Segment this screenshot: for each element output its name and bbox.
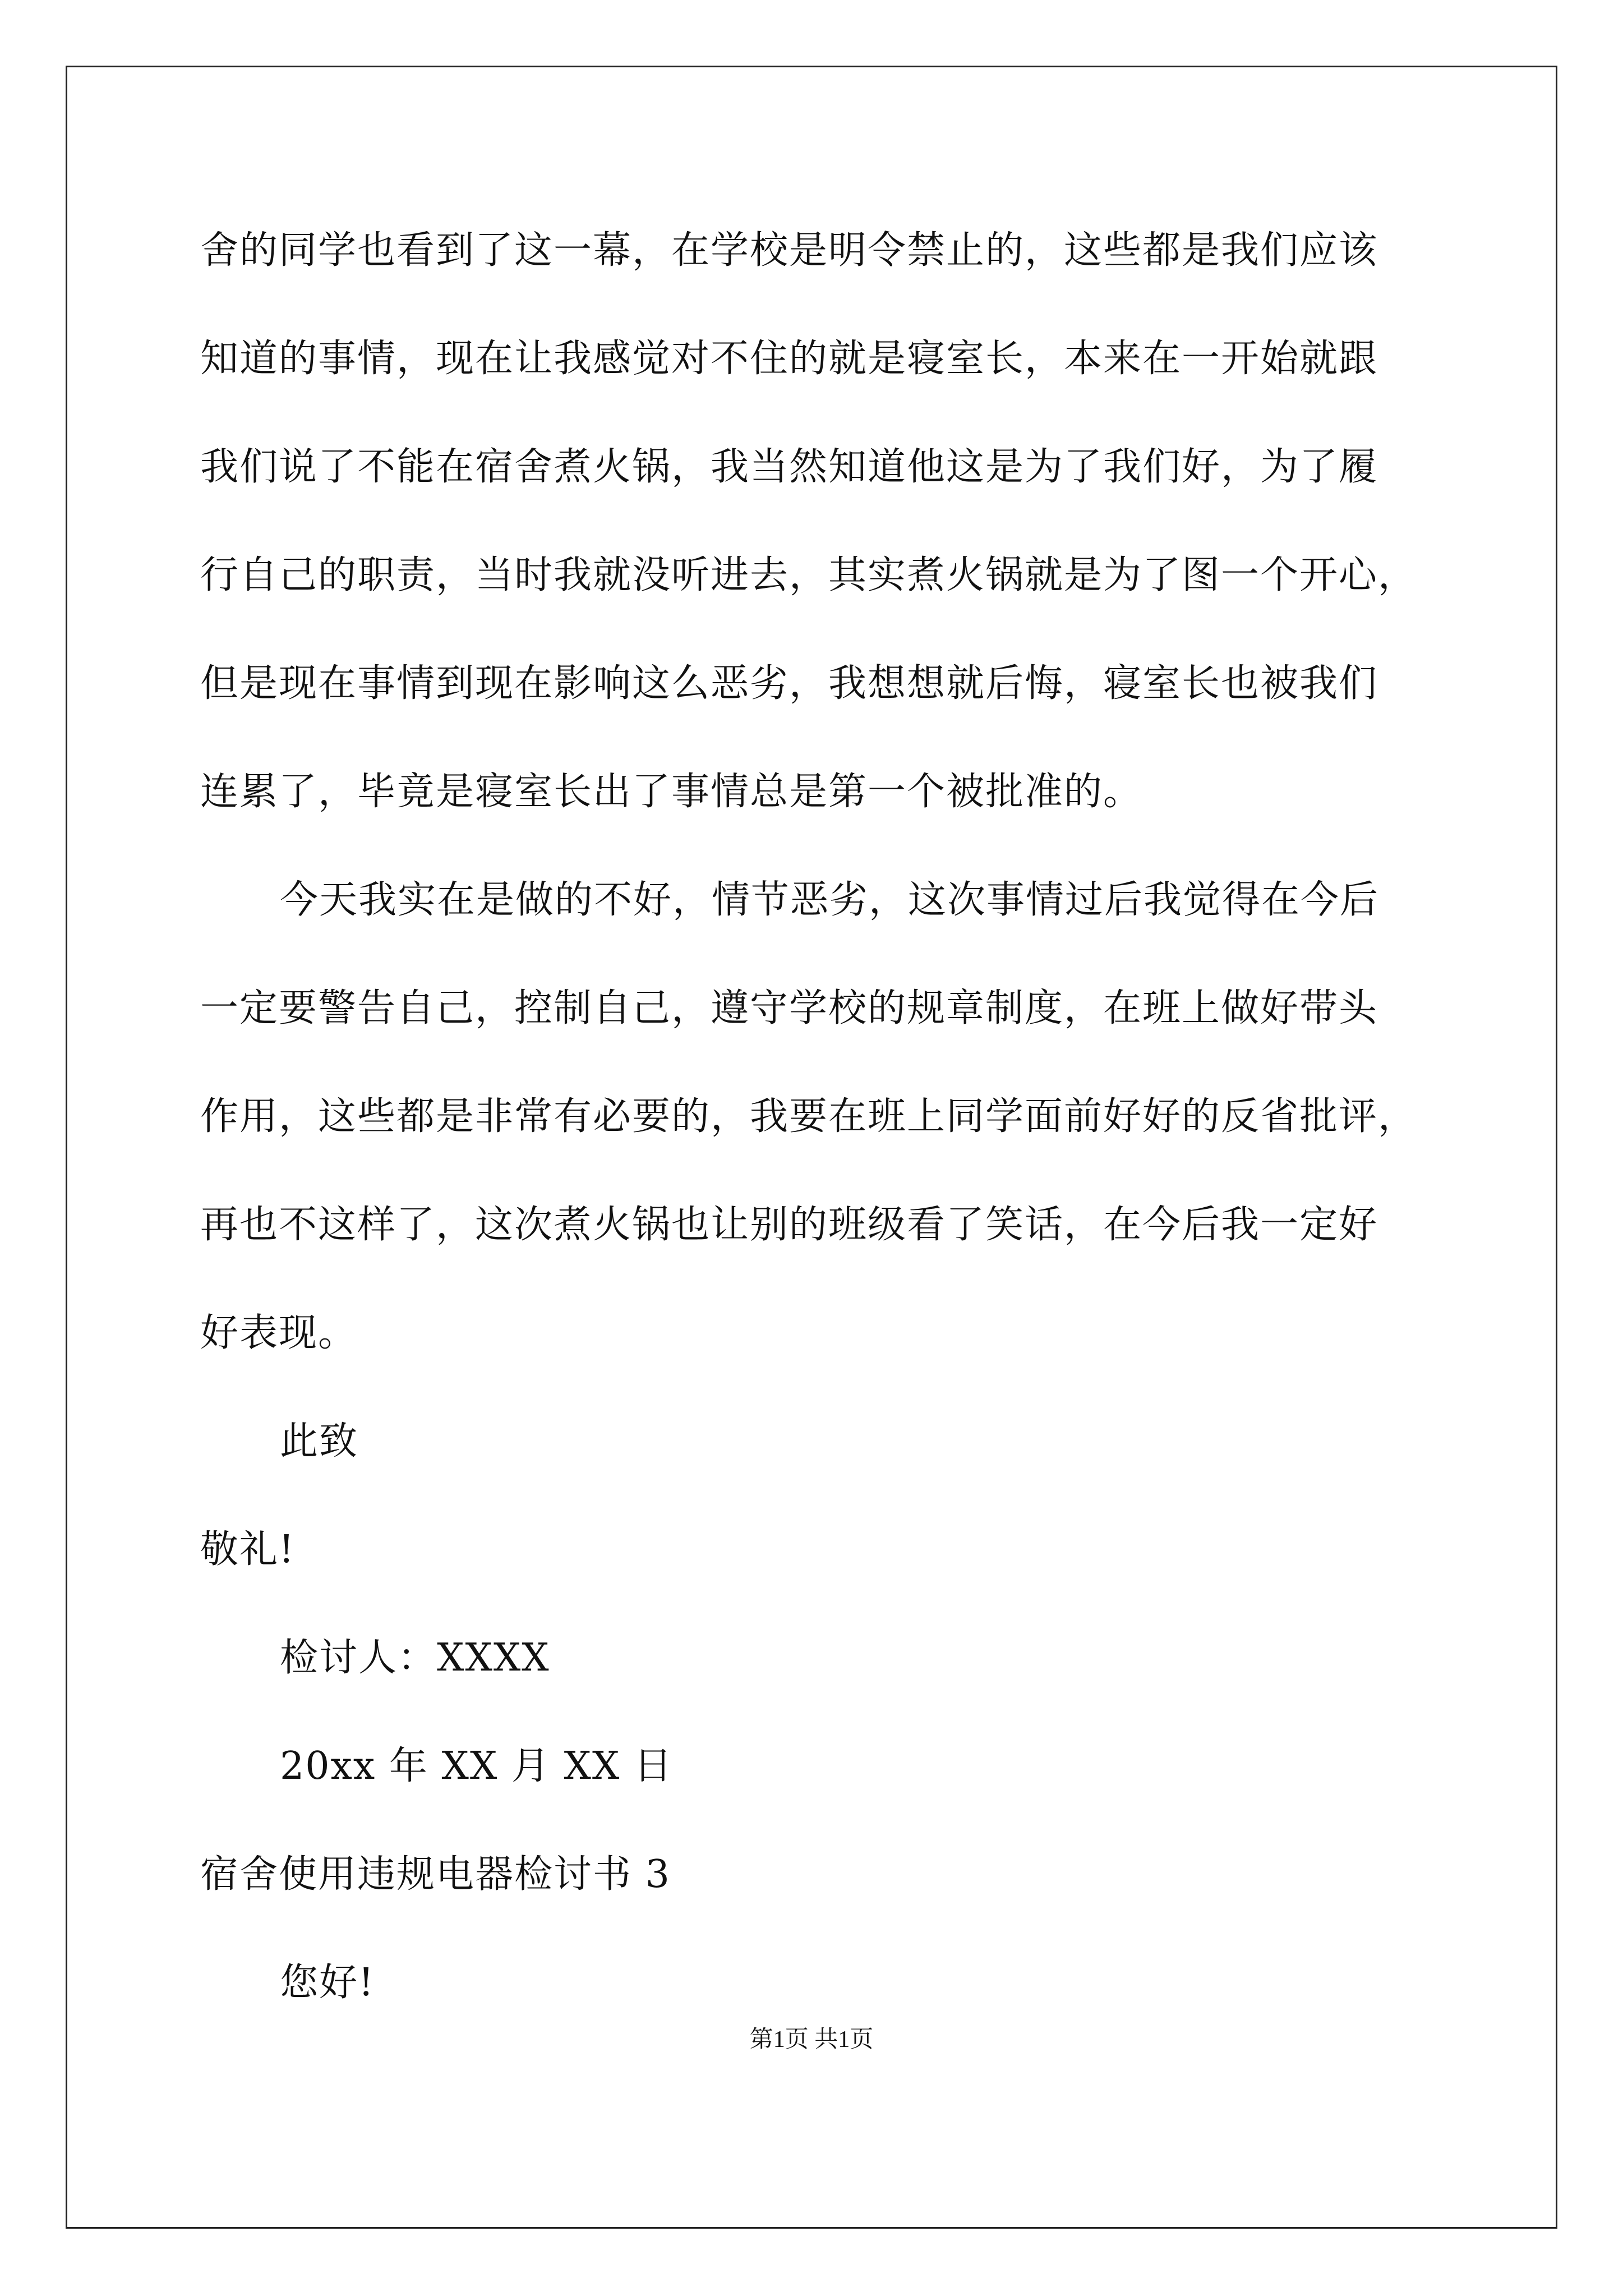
signer-line: 检讨人：XXXX	[280, 1636, 550, 1680]
date-line: 20xx 年 XX 月 XX 日	[280, 1744, 673, 1788]
closing-text: 此致	[280, 1419, 359, 1464]
paragraph-line: 舍的同学也看到了这一幕，在学校是明令禁止的，这些都是我们应该	[200, 228, 1378, 273]
paragraph-line: 再也不这样了，这次煮火锅也让别的班级看了笑话，在今后我一定好	[200, 1203, 1378, 1247]
paragraph-line: 行自己的职责，当时我就没听进去，其实煮火锅就是为了图一个开心，	[200, 553, 1418, 597]
paragraph-line: 好表现。	[200, 1311, 358, 1355]
paragraph-line: 但是现在事情到现在影响这么恶劣，我想想就后悔，寝室长也被我们	[200, 661, 1378, 706]
section-title: 宿舍使用违规电器检讨书 3	[200, 1852, 671, 1897]
paragraph-line: 知道的事情，现在让我感觉对不住的就是寝室长，本来在一开始就跟	[200, 337, 1378, 381]
paragraph-line: 一定要警告自己，控制自己，遵守学校的规章制度，在班上做好带头	[200, 986, 1378, 1030]
page-footer: 第1页 共1页	[749, 2027, 874, 2053]
greeting-line: 您好!	[280, 1961, 375, 2005]
paragraph-line: 我们说了不能在宿舍煮火锅，我当然知道他这是为了我们好，为了履	[200, 445, 1378, 489]
paragraph-line: 连累了，毕竟是寝室长出了事情总是第一个被批准的。	[200, 770, 1143, 814]
paragraph-line: 今天我实在是做的不好，情节恶劣，这次事情过后我觉得在今后	[280, 878, 1380, 922]
paragraph-line: 作用，这些都是非常有必要的，我要在班上同学面前好好的反省批评，	[200, 1094, 1418, 1139]
page-border	[66, 66, 1557, 2229]
salute-text: 敬礼!	[200, 1527, 296, 1572]
